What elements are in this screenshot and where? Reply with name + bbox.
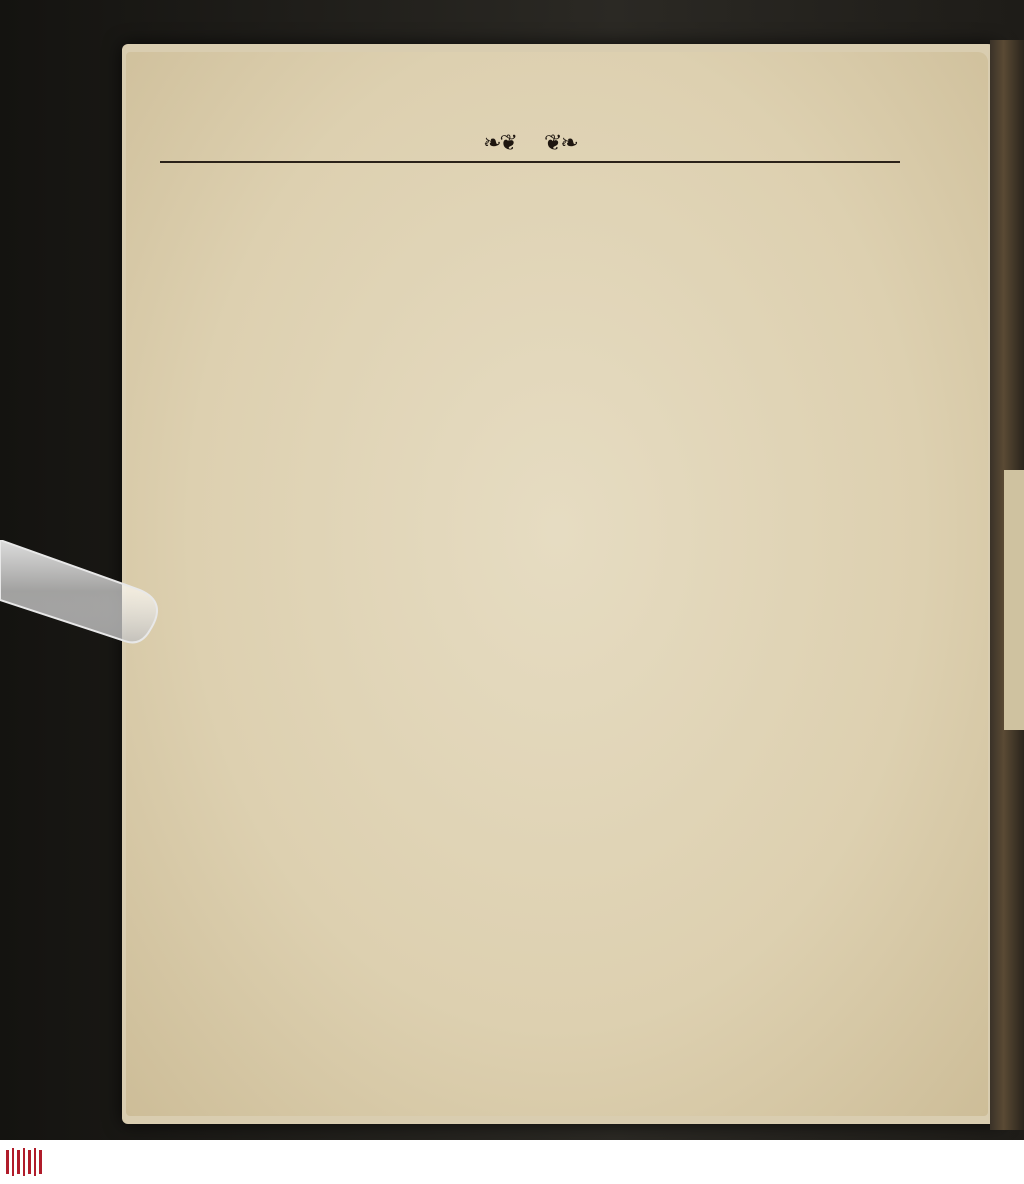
footer-bar	[0, 1140, 1024, 1184]
ornament-left-icon: ❧❦	[483, 130, 516, 156]
page-header	[160, 125, 900, 163]
hab-barcode-logo-icon	[4, 1146, 48, 1178]
glass-page-weight	[0, 540, 170, 650]
book-page	[126, 52, 988, 1116]
facing-page-strip	[1004, 470, 1024, 730]
ornament-right-icon: ❦❧	[544, 130, 577, 156]
